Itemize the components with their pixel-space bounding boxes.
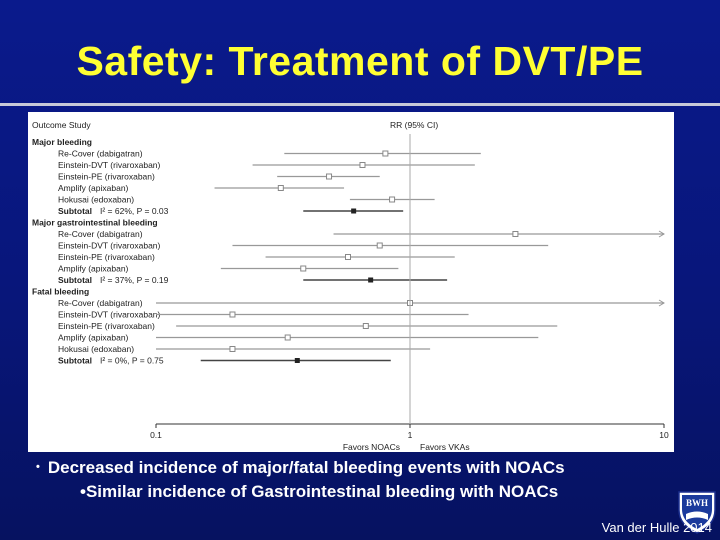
bullet-1-text: Decreased incidence of major/fatal bleeding events with NOACs bbox=[47, 458, 565, 477]
favors-left-label: Favors NOACs bbox=[342, 442, 400, 452]
pooled-estimate-marker bbox=[368, 278, 373, 283]
row-label: Re-Cover (dabigatran) bbox=[58, 298, 143, 308]
row-label: Einstein-DVT (rivaroxaban) bbox=[58, 160, 161, 170]
point-estimate-marker bbox=[285, 335, 290, 340]
x-tick-label: 1 bbox=[407, 430, 413, 440]
group-label: Fatal bleeding bbox=[32, 286, 90, 297]
bullet-2-text: Similar incidence of Gastrointestinal bleeding with NOACs bbox=[85, 482, 559, 501]
point-estimate-marker bbox=[363, 324, 368, 329]
point-estimate-marker bbox=[383, 151, 388, 156]
group-label: Major bleeding bbox=[32, 137, 92, 147]
row-label: Einstein-DVT (rivaroxaban) bbox=[58, 309, 161, 320]
row-label: Re-Cover (dabigatran) bbox=[58, 229, 143, 239]
logo-text: BWH bbox=[685, 498, 709, 508]
row-label: Hokusai (edoxaban) bbox=[58, 194, 135, 205]
bullet-2 bbox=[80, 482, 558, 502]
row-label: Einstein-PE (rivaroxaban) bbox=[58, 171, 155, 182]
row-label: Re-Cover (dabigatran) bbox=[58, 148, 143, 159]
point-estimate-marker bbox=[230, 347, 235, 352]
row-label: Amplify (apixaban) bbox=[58, 183, 129, 193]
row-label: Subtotal bbox=[58, 355, 92, 366]
bullet-dot-icon: • bbox=[36, 461, 40, 473]
title-divider bbox=[0, 103, 720, 106]
pooled-estimate-marker bbox=[295, 358, 300, 363]
point-estimate-marker bbox=[301, 266, 306, 271]
point-estimate-marker bbox=[230, 312, 235, 317]
bullet-dot-icon: • bbox=[80, 482, 86, 501]
point-estimate-marker bbox=[345, 255, 350, 260]
point-estimate-marker bbox=[377, 243, 382, 248]
heterogeneity-stat: I² = 37%, P = 0.19 bbox=[100, 275, 169, 285]
point-estimate-marker bbox=[513, 232, 518, 237]
heterogeneity-stat: I² = 62%, P = 0.03 bbox=[100, 206, 169, 216]
forest-plot bbox=[28, 112, 674, 452]
column-header-right: RR (95% CI) bbox=[390, 120, 439, 130]
point-estimate-marker bbox=[278, 186, 283, 191]
point-estimate-marker bbox=[390, 197, 395, 202]
group-label: Major gastrointestinal bleeding bbox=[32, 217, 158, 228]
row-label: Einstein-PE (rivaroxaban) bbox=[58, 252, 155, 262]
forest-plot-svg bbox=[28, 112, 674, 452]
row-label: Amplify (apixaban) bbox=[58, 263, 129, 274]
slide-title: Safety: Treatment of DVT/PE bbox=[76, 38, 644, 84]
row-label: Hokusai (edoxaban) bbox=[58, 344, 135, 354]
column-header-left: Outcome Study bbox=[32, 120, 91, 130]
row-label: Subtotal bbox=[58, 206, 92, 216]
heterogeneity-stat: I² = 0%, P = 0.75 bbox=[100, 355, 164, 366]
row-label: Einstein-PE (rivaroxaban) bbox=[58, 321, 155, 331]
favors-right-label: Favors VKAs bbox=[420, 442, 470, 452]
pooled-estimate-marker bbox=[351, 209, 356, 214]
citation: Van der Hulle 2014 bbox=[601, 520, 712, 535]
row-label: Amplify (apixaban) bbox=[58, 332, 129, 343]
row-label: Einstein-DVT (rivaroxaban) bbox=[58, 240, 161, 251]
point-estimate-marker bbox=[360, 163, 365, 168]
x-tick-label: 0.1 bbox=[150, 430, 162, 440]
bullet-1 bbox=[36, 458, 565, 478]
point-estimate-marker bbox=[327, 174, 332, 179]
x-tick-label: 10 bbox=[659, 430, 669, 440]
row-label: Subtotal bbox=[58, 275, 92, 285]
